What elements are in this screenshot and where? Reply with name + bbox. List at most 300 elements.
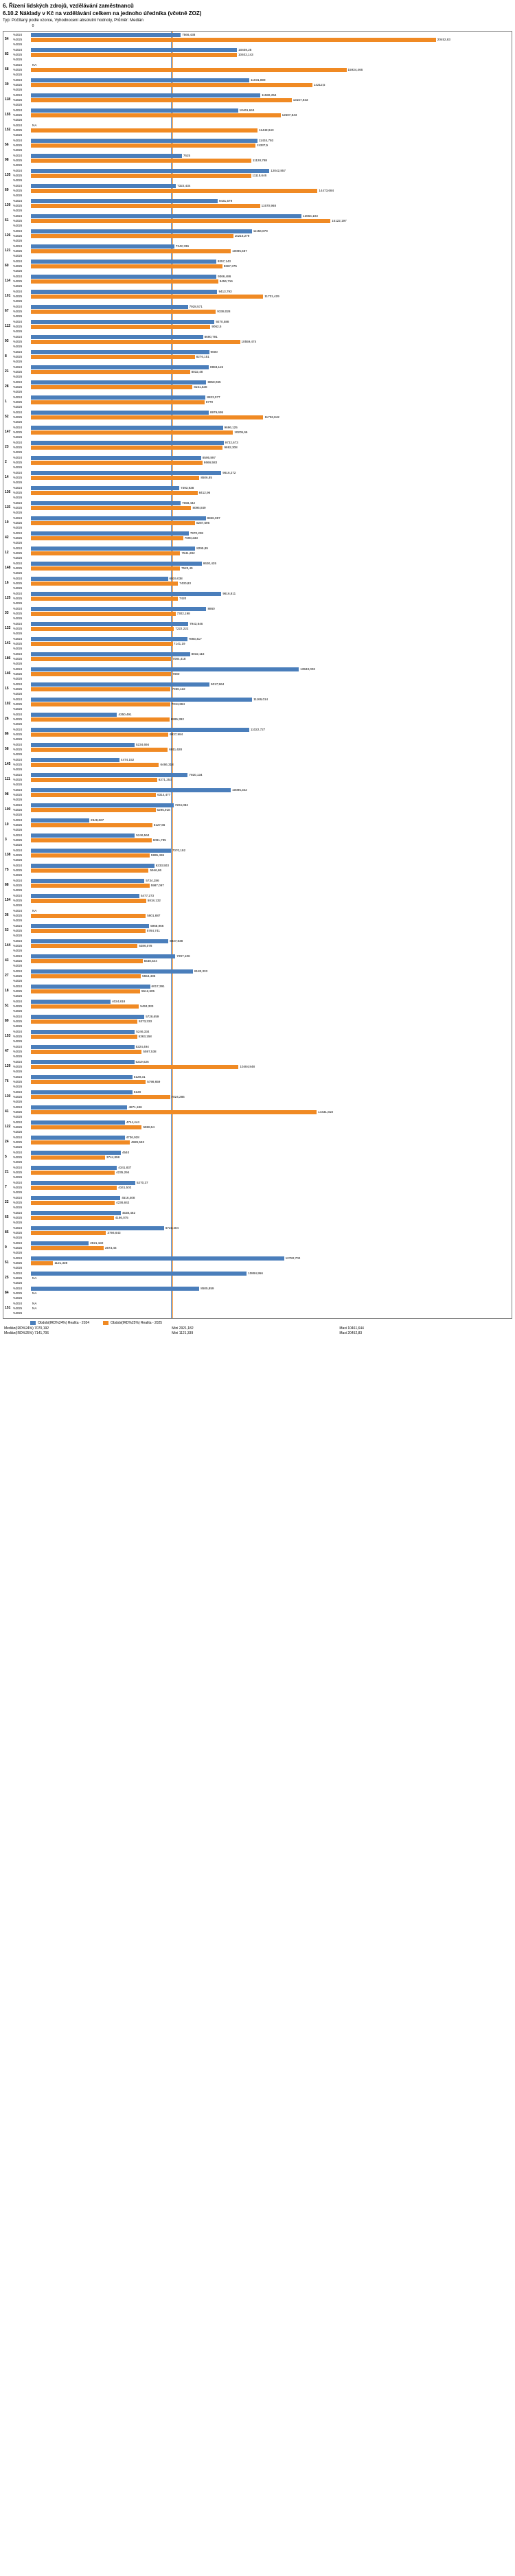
chart-group [3,803,512,818]
series-label: %2025 [13,1230,23,1234]
group-label: 82 [5,51,9,56]
chart-group [3,909,512,924]
group-label: 58 [5,746,9,751]
chart-group [3,335,512,350]
bar-value-label: 5987,097 [150,883,164,887]
bar-value-label: 6911,628 [169,747,183,751]
series-label: %2026 [13,1069,23,1073]
chart-group [3,48,512,63]
series-label: %2026 [13,223,23,227]
series-label: %2026 [13,193,23,197]
bar [31,1105,127,1109]
chart-group [3,698,512,713]
bar-value-label: 9338,028 [217,309,231,313]
series-label: %2025 [13,128,23,132]
bar [31,159,251,163]
bar [31,577,168,581]
series-label: %2026 [13,1160,23,1164]
bar-value-label: 6091,795 [152,838,166,842]
series-label: %2024 [13,697,23,701]
group-label: 28 [5,384,9,389]
group-label: 114 [5,278,11,283]
group-label: 54 [5,36,9,41]
chart-group [3,441,512,456]
chart-group [3,592,512,607]
group-label: 153 [5,1033,11,1038]
series-label: %2025 [13,1200,23,1204]
bar-value-label: 5246,564 [136,833,150,837]
bar-value-label: 7084,418 [172,656,186,660]
series-label: %2026 [13,72,23,76]
bar-value-label: 12782,702 [285,1256,301,1260]
series-label: %2024 [13,863,23,867]
bar [31,833,135,838]
bar-value-label: 8276,151 [196,354,209,358]
bar [31,944,137,948]
series-label: %2025 [13,596,23,600]
group-label: 138 [5,852,11,857]
series-label: %2026 [13,1114,23,1118]
series-label: %2025 [13,143,23,147]
series-label: %2024 [13,349,23,354]
series-label: %2024 [13,606,23,610]
bar [31,38,436,42]
bar-value-label: 8860 [207,606,215,610]
group-label: 84 [5,1290,9,1295]
chart-group [3,969,512,985]
bar [31,894,139,898]
series-label: %2024 [13,561,23,565]
chart-group [3,1105,512,1120]
series-label: %2025 [13,853,23,857]
series-label: %2026 [13,722,23,726]
bar-value-label: 10408,25 [238,47,252,51]
bar [31,687,170,691]
chart-group [3,1136,512,1151]
series-label: %2025 [13,264,23,268]
bar [31,264,222,268]
series-label: %2024 [13,501,23,505]
bar [31,667,299,671]
bar [31,914,146,918]
group-label: 100 [5,807,11,812]
chart-group [3,93,512,108]
group-label: 129 [5,1063,11,1068]
bar-value-label: 10484,848 [240,1064,255,1068]
bar-value-label: 10559,474 [241,339,257,343]
series-label: %2026 [13,933,23,937]
series-label: %2024 [13,939,23,943]
group-label: 23 [5,444,9,449]
bar-value-label: 4736,928 [126,1135,139,1139]
series-label: %2025 [13,1049,23,1053]
bar-value-label: 4871,186 [128,1105,142,1109]
bar-value-label: 15934,466 [347,67,363,71]
group-label: 69 [5,187,9,192]
series-label: %2024 [13,153,23,157]
bar [31,1000,111,1004]
bar-value-label: 5638,544 [144,958,157,963]
chart-group [3,365,512,380]
bar-value-label: 7523,49 [181,566,193,570]
chart-group [3,350,512,365]
series-label: %2024 [13,772,23,777]
bar-value-label: 11022,727 [250,727,266,731]
bar [31,426,223,430]
bar [31,365,209,369]
bar [31,713,117,717]
bar [31,33,181,37]
series-label: %2024 [13,334,23,338]
series-label: %2024 [13,380,23,384]
chart-group [3,622,512,637]
series-label: %2024 [13,485,23,490]
group-label: 65 [5,1215,9,1219]
chart-group [3,411,512,426]
bar [31,547,195,551]
series-label: %2026 [13,601,23,605]
bar-value-label: 4350,491 [118,712,132,716]
series-label: %2024 [13,1271,23,1275]
group-label: 102 [5,701,11,706]
bar [31,642,172,646]
bar [31,531,189,536]
chart-group [3,773,512,788]
bar [31,1035,137,1039]
series-label: %2024 [13,365,23,369]
chart-group [3,547,512,562]
bar-value-label: 8095,849 [192,505,206,509]
bar-value-label: 14431,818 [318,1109,333,1114]
series-label: %2025 [13,838,23,842]
series-label: %2025 [13,551,23,555]
bar [31,637,187,641]
bar-value-label: 8770 [205,400,214,404]
bar [31,1151,121,1155]
bar [31,793,156,797]
series-label: %2025 [13,218,23,222]
chart-group [3,667,512,682]
bar-value-label: 4236,842 [116,1200,130,1204]
series-label: %2026 [13,993,23,998]
chart-group [3,818,512,833]
series-label: %2024 [13,244,23,248]
group-label: 47 [5,1048,9,1053]
chart-group [3,788,512,803]
chart-group [3,78,512,93]
bar [31,506,191,510]
series-label: %2024 [13,259,23,263]
group-label: 151 [5,1305,11,1310]
series-label: %2025 [13,1125,23,1129]
bar-value-label: 5968,966 [150,923,164,928]
series-label: %2025 [13,1276,23,1280]
bar [31,1050,141,1054]
title-line: 6. Řízení lidských zdrojů, vzdělávání zaměstnanců [3,3,134,9]
series-label: %2025 [13,943,23,947]
chart-group [3,1256,512,1272]
series-label: %2024 [13,923,23,928]
series-label: %2025 [13,1245,23,1250]
bar [31,1201,115,1205]
chart-group [3,1211,512,1226]
bar [31,325,210,329]
bar-value-label: 9000 [210,349,218,354]
bar [31,68,347,72]
bar [31,1216,114,1220]
bar-value-label: 14473,684 [319,188,334,192]
bar-value-label: 7302,198 [176,611,190,615]
bar-value-label: 5219,626 [135,1059,149,1063]
series-label: %2024 [13,757,23,761]
bar [31,415,263,419]
group-label: 53 [5,928,9,932]
series-label: %2024 [13,304,23,308]
bar [31,48,237,52]
series-label: %2024 [13,1105,23,1109]
bar [31,627,174,631]
group-label: 61 [5,218,9,222]
chart-group [3,1302,512,1317]
bar-value-label: 9692,308 [224,445,238,449]
stats-min-column [172,1326,339,1336]
series-label: %2024 [13,591,23,595]
series-label: %2025 [13,400,23,404]
group-label: 126 [5,233,11,238]
bar [31,818,89,823]
bar-value-label: 8858,065 [207,380,221,384]
series-label: %2025 [13,67,23,71]
stats-footer [4,1326,512,1336]
bar [31,924,149,928]
series-label: %2025 [13,536,23,540]
series-label: %2024 [13,1135,23,1139]
series-label: %2024 [13,1286,23,1290]
group-label: 33 [5,610,9,615]
series-label: %2025 [13,279,23,283]
series-label: %2026 [13,1296,23,1300]
series-label: %2025 [13,1094,23,1099]
group-label: 146 [5,671,11,676]
series-label: %2026 [13,1175,23,1179]
series-label: %2024 [13,1044,23,1048]
series-label: %2024 [13,516,23,520]
group-label: 130 [5,1094,11,1099]
bar-value-label: NA [32,1291,37,1295]
bar-value-label: 4474,152 [121,757,135,761]
chart-group [3,1060,512,1075]
bar [31,1261,53,1265]
bar [31,728,249,732]
group-label: 12 [5,550,9,555]
group-label: 16 [5,580,9,585]
bar [31,486,179,490]
series-label: %2026 [13,842,23,847]
bar-value-label: 14212,5 [313,82,325,87]
bar-value-label: 7928,571 [189,304,203,308]
bar [31,184,176,188]
bar [31,657,171,661]
bar-value-label: 8595,897 [202,455,216,459]
bar-value-label: 10216,279 [234,233,250,238]
group-label: 112 [5,323,11,328]
group-label: 21 [5,1169,9,1174]
series-label: %2026 [13,329,23,333]
chart-group [3,637,512,652]
bar-value-label: 7541,282 [181,551,195,555]
bar-value-label: 11337,5 [256,143,268,147]
series-label: %2026 [13,284,23,288]
bar-value-label: 7222,222 [175,626,189,630]
bar-value-label: 7970,238 [190,531,203,535]
series-label: %2025 [13,883,23,887]
chart-group [3,1045,512,1060]
group-label: 139 [5,203,11,207]
chart-group [3,63,512,78]
bar-value-label: 9667,375 [223,264,237,268]
series-label: %2024 [13,833,23,837]
series-label: %2024 [13,93,23,97]
chart-group [3,275,512,290]
chart-group [3,939,512,954]
bar-value-label: 5784,741 [146,928,160,932]
group-label: 43 [5,958,9,963]
series-label: %2025 [13,505,23,509]
bar [31,743,135,747]
chart-group [3,516,512,531]
bar-value-label: 5363,158 [138,1034,152,1038]
bar-value-label: 7297,106 [176,954,190,958]
series-label: %2024 [13,531,23,535]
series-label: %2024 [13,546,23,550]
series-label: %2026 [13,1265,23,1269]
chart-group [3,864,512,879]
series-label: %2025 [13,1109,23,1114]
bar [31,758,119,762]
bar [31,78,249,82]
series-label: %2024 [13,1029,23,1033]
bar [31,93,260,97]
group-label: 41 [5,1109,9,1114]
series-label: %2026 [13,858,23,862]
series-label: %2026 [13,706,23,711]
series-label: %2026 [13,1099,23,1103]
bar-value-label: 9413,793 [218,289,232,293]
bar-value-label: 5477,273 [140,893,154,897]
chart-group [3,1030,512,1045]
chart-group [3,139,512,154]
chart-group [3,758,512,773]
bar [31,879,144,883]
series-label: %2025 [13,1170,23,1174]
stats-median-column [4,1326,172,1336]
bar [31,1125,141,1129]
series-label: %2026 [13,359,23,363]
chart-group [3,1181,512,1196]
bar [31,778,157,782]
bar [31,803,174,807]
chart-group [3,849,512,864]
group-label: 3 [5,837,7,842]
bar-value-label: 8295,89 [196,546,208,550]
series-label: %2025 [13,520,23,525]
series-label: %2024 [13,667,23,671]
group-label: 93 [5,338,9,343]
group-label: 36 [5,912,9,917]
group-label: 88 [5,882,9,887]
bar-value-label: 10402,143 [238,52,253,56]
bar-value-label: 5224,494 [135,1044,149,1048]
chart-group [3,531,512,547]
series-label: %2024 [13,1165,23,1169]
series-label: %2026 [13,646,23,650]
series-label: %2026 [13,465,23,469]
group-label: 101 [5,293,11,298]
series-label: %2026 [13,797,23,801]
bar-value-label: 8161,538 [194,384,207,389]
series-label: %2026 [13,87,23,91]
legend-label-2024: Obdobi(IRD%24%) Realita - 2024 [38,1320,90,1325]
bar-value-label: 8032,48 [191,369,203,373]
bar-value-label: 8826,087 [207,516,220,520]
bar [31,501,181,505]
bar [31,748,168,752]
series-label: %2026 [13,873,23,877]
bar-value-label: 11731,429 [264,294,279,298]
series-label: %2026 [13,1145,23,1149]
bar-value-label: 12042,857 [271,168,286,172]
series-label: %2026 [13,178,23,182]
group-label: 67 [5,308,9,313]
bar-value-label: 8630,435 [203,561,217,565]
chart-group [3,1196,512,1211]
bar-value-label: 9616,811 [222,591,236,595]
series-label: %2025 [13,958,23,963]
bar [31,1020,137,1024]
bar-value-label: 4235,294 [116,1170,130,1174]
series-label: %2025 [13,1215,23,1219]
series-label: %2026 [13,616,23,620]
bar-value-label: 4540 [122,1150,130,1154]
series-label: %2024 [13,893,23,897]
group-label: 98 [5,792,9,796]
bar [31,582,178,586]
bar-value-label: 6937,838 [170,939,183,943]
bar-value-label: 5995,455 [150,853,165,857]
series-label: %2026 [13,163,23,167]
series-label: %2024 [13,32,23,36]
legend-swatch-2024 [30,1321,36,1325]
group-label: 85 [5,1230,9,1234]
series-label: %2026 [13,978,23,982]
series-label: %2026 [13,268,23,273]
series-label: %2026 [13,253,23,257]
bar [31,83,312,87]
series-label: %2025 [13,173,23,177]
series-label: %2024 [13,78,23,82]
series-label: %2025 [13,928,23,932]
bar [31,622,188,626]
series-label: %2024 [13,62,23,67]
chart-group [3,214,512,229]
chart-group [3,562,512,577]
bar [31,1272,247,1276]
bar-value-label: 7420 [179,596,187,600]
series-label: %2026 [13,299,23,303]
max-2024: Maxi 10461,644 [339,1326,364,1331]
series-label: %2025 [13,1004,23,1008]
bar-value-label: 5128 [133,1090,141,1094]
